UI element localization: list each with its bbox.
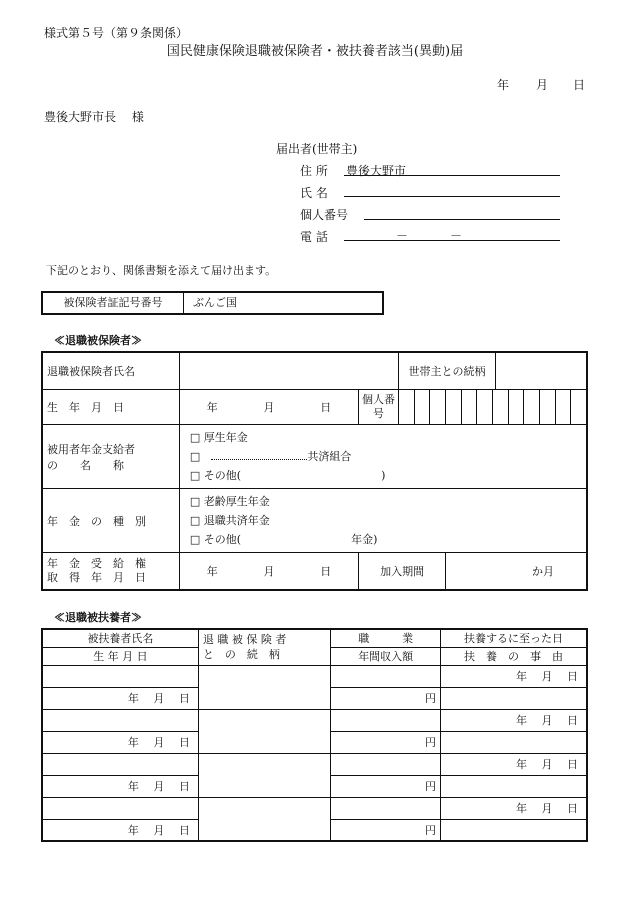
dependent-name-field[interactable]: [42, 797, 198, 819]
dependent-occupation-field[interactable]: [331, 797, 441, 819]
dependent-table: [41, 628, 588, 842]
retiree-table: [41, 351, 588, 591]
id-underline[interactable]: [364, 219, 560, 220]
dependent-birth-field[interactable]: 年 月 日: [42, 731, 198, 753]
addressee: 豊後大野市長 様: [44, 110, 144, 124]
birth-year: 年: [206, 401, 218, 414]
dependent-income-field[interactable]: 円: [331, 687, 441, 709]
id-number-cells[interactable]: [398, 390, 587, 425]
dependent-occupation-field[interactable]: [331, 753, 441, 775]
dependent-row-3: [42, 753, 587, 775]
retiree-name-field[interactable]: [179, 352, 398, 390]
dependent-date-field[interactable]: 年 月 日: [441, 797, 587, 819]
dependent-relation-field[interactable]: [198, 709, 330, 753]
period-field[interactable]: か月: [532, 565, 554, 578]
id-label: 個人番号: [300, 208, 349, 222]
birth-field[interactable]: [179, 390, 358, 425]
phone-separator-1: －: [396, 229, 409, 243]
pension-options[interactable]: [179, 489, 587, 553]
phone-label: 電 話: [300, 230, 328, 244]
form-number: 様式第５号（第９条関係）: [44, 26, 189, 40]
pension-option-other[interactable]: □ その他( 年金): [189, 533, 378, 546]
dependent-reason-field[interactable]: [441, 687, 587, 709]
col-date-header: 扶養するに至った日: [441, 629, 587, 647]
col-birth-header: 生 年 月 日: [42, 647, 198, 665]
retiree-heading: ≪退職被保険者≫: [54, 334, 142, 347]
col-reason-header: 扶 養 の 事 由: [441, 647, 587, 665]
dependent-income-field[interactable]: 円: [331, 731, 441, 753]
address-underline: [344, 175, 560, 176]
id-number-label: 個人番号: [359, 390, 399, 425]
dependent-reason-field[interactable]: [441, 819, 587, 841]
relation-field[interactable]: [496, 353, 586, 389]
payer-label: 被用者年金支給者 の 名 称: [42, 425, 179, 489]
dependent-birth-field[interactable]: 年 月 日: [42, 819, 198, 841]
dependent-income-field[interactable]: 円: [331, 775, 441, 797]
dependent-relation-field[interactable]: [198, 665, 330, 709]
address-label: 住 所: [300, 164, 328, 178]
pension-type-label: 年 金 の 種 別: [42, 489, 179, 553]
pension-option-taishoku[interactable]: □ 退職共済年金: [189, 514, 270, 527]
birth-month: 月: [263, 401, 275, 414]
dependent-row-1: [42, 665, 587, 687]
dependent-birth-field[interactable]: 年 月 日: [42, 775, 198, 797]
acquire-date-field[interactable]: 年 月 日: [179, 553, 358, 591]
dependent-date-field[interactable]: 年 月 日: [441, 665, 587, 687]
payer-option-other[interactable]: □ その他( ): [189, 469, 386, 482]
date-day: 日: [573, 78, 586, 92]
certificate-value[interactable]: ぶんご国: [193, 296, 237, 309]
pension-option-rorei[interactable]: □ 老齢厚生年金: [189, 495, 270, 508]
dependent-reason-field[interactable]: [441, 775, 587, 797]
statement: 下記のとおり、関係書類を添えて届け出ます。: [46, 264, 277, 277]
dependent-date-field[interactable]: 年 月 日: [441, 753, 587, 775]
name-underline[interactable]: [344, 196, 560, 197]
dependent-occupation-field[interactable]: [331, 709, 441, 731]
phone-separator-2: －: [450, 229, 463, 243]
dependent-row-4: [42, 797, 587, 819]
acquire-label: 年 金 受 給 権 取 得 年 月 日: [42, 553, 179, 591]
period-label: 加入期間: [359, 553, 446, 589]
phone-underline[interactable]: [344, 240, 560, 241]
dependent-birth-field[interactable]: 年 月 日: [42, 687, 198, 709]
retiree-name-label: 退職被保険者氏名: [42, 352, 179, 390]
payer-option-kosei[interactable]: □ 厚生年金: [189, 431, 248, 444]
notifier-heading: 届出者(世帯主): [276, 142, 358, 156]
dependent-name-field[interactable]: [42, 753, 198, 775]
col-income-header: 年間収入額: [331, 647, 441, 665]
relation-label: 世帯主との続柄: [399, 353, 496, 389]
name-label: 氏 名: [300, 186, 328, 200]
dependent-relation-field[interactable]: [198, 753, 330, 797]
birth-label: 生 年 月 日: [42, 390, 179, 425]
dependent-occupation-field[interactable]: [331, 665, 441, 687]
col-name-header: 被扶養者氏名: [42, 629, 198, 647]
certificate-box: [41, 291, 384, 315]
dependent-reason-field[interactable]: [441, 731, 587, 753]
dependent-relation-field[interactable]: [198, 797, 330, 841]
form-title: 国民健康保険退職被保険者・被扶養者該当(異動)届: [166, 44, 464, 59]
date-month: 月: [536, 78, 549, 92]
dependent-row-2: [42, 709, 587, 731]
birth-day: 日: [320, 401, 332, 414]
certificate-label: 被保険者証記号番号: [43, 293, 184, 313]
col-occupation-header: 職 業: [331, 629, 441, 647]
dependent-name-field[interactable]: [42, 665, 198, 687]
dependent-name-field[interactable]: [42, 709, 198, 731]
payer-options[interactable]: [179, 425, 587, 489]
col-relation-header: 退 職 被 保 険 者 と の 続 柄: [198, 629, 330, 665]
payer-option-kyosai[interactable]: □ 共済組合: [189, 450, 352, 463]
address-value[interactable]: 豊後大野市: [346, 164, 407, 178]
dependent-income-field[interactable]: 円: [331, 819, 441, 841]
dependent-heading: ≪退職被扶養者≫: [54, 611, 142, 624]
date-year: 年: [497, 78, 510, 92]
dependent-date-field[interactable]: 年 月 日: [441, 709, 587, 731]
